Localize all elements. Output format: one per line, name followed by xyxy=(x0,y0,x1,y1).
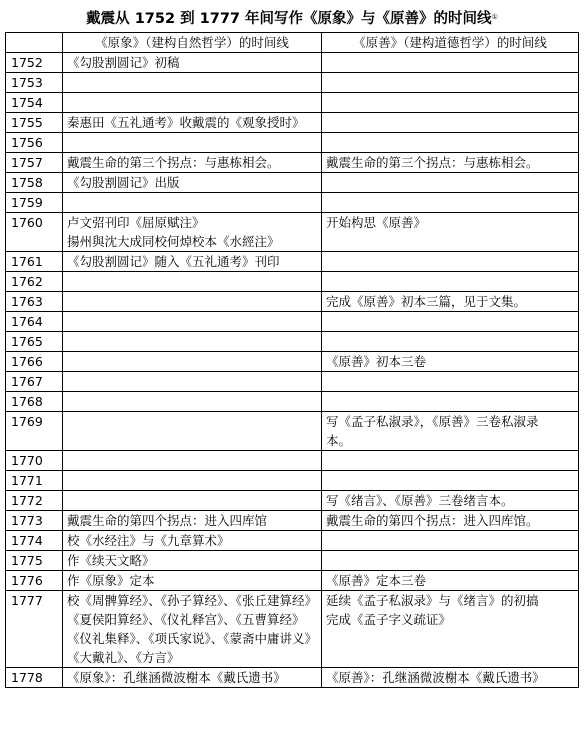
yuanshan-cell xyxy=(322,591,579,668)
yuanshan-cell xyxy=(322,272,579,292)
yuanshan-cell xyxy=(322,153,579,173)
yuanshan-cell xyxy=(322,252,579,272)
year-cell: 1757 xyxy=(6,153,63,173)
yuanxiang-cell xyxy=(63,451,322,471)
table-header-row xyxy=(6,33,579,53)
table-row xyxy=(6,73,579,93)
yuanshan-entry-line: 《原善》：孔继涵微波榭本《戴氏遗书》 xyxy=(326,670,545,685)
yuanshan-entry-line: 戴震生命的第三个拐点：与惠栋相会。 xyxy=(326,155,539,170)
year-cell: 1765 xyxy=(6,332,63,352)
yuanshan-entry-line: 延续《孟子私淑录》与《绪言》的初搞 xyxy=(326,593,539,608)
year-cell: 1755 xyxy=(6,113,63,133)
table-row xyxy=(6,213,579,252)
yuanshan-cell xyxy=(322,73,579,93)
yuanxiang-entry-line: 《勾股割圆记》出版 xyxy=(67,175,180,190)
year-cell: 1758 xyxy=(6,173,63,193)
yuanshan-entry-line: 写《孟子私淑录》，《原善》三卷私淑录 xyxy=(326,414,539,429)
yuanxiang-entry-line: 校《水经注》与《九章算术》 xyxy=(67,533,230,548)
yuanxiang-cell xyxy=(63,133,322,153)
table-row xyxy=(6,511,579,531)
table-row xyxy=(6,53,579,73)
yuanxiang-entry-line: 《仪礼集释》、《项氏家说》、《蒙斋中庸讲义》 xyxy=(67,631,318,646)
yuanxiang-entry-line: 揚州與沈大成同校何焯校本《水經注》 xyxy=(67,234,280,249)
yuanshan-cell xyxy=(322,93,579,113)
yuanshan-cell xyxy=(322,471,579,491)
table-row xyxy=(6,571,579,591)
table-row xyxy=(6,272,579,292)
yuanshan-cell xyxy=(322,668,579,688)
table-row xyxy=(6,133,579,153)
yuanxiang-cell xyxy=(63,173,322,193)
yuanshan-entry-line: 写《绪言》、《原善》三卷绪言本。 xyxy=(326,493,514,508)
yuanxiang-cell xyxy=(63,352,322,372)
table-row xyxy=(6,531,579,551)
year-cell: 1773 xyxy=(6,511,63,531)
yuanxiang-entry-line: 戴震生命的第三个拐点：与惠栋相会。 xyxy=(67,155,280,170)
year-cell: 1764 xyxy=(6,312,63,332)
yuanxiang-cell xyxy=(63,272,322,292)
table-row xyxy=(6,471,579,491)
yuanxiang-entry-line: 戴震生命的第四个拐点：进入四库馆 xyxy=(67,513,268,528)
year-cell: 1772 xyxy=(6,491,63,511)
title-text: 戴震从 1752 到 1777 年间写作《原象》与《原善》的时间线 xyxy=(86,11,492,27)
year-cell: 1752 xyxy=(6,53,63,73)
yuanxiang-entry-line: 《夏侯阳算经》、《仪礼释宫》、《五曹算经》 xyxy=(67,612,305,627)
yuanxiang-entry-line: 秦惠田《五礼通考》收戴震的《观象授时》 xyxy=(67,115,305,130)
table-row xyxy=(6,332,579,352)
yuanxiang-cell xyxy=(63,392,322,412)
yuanxiang-entry-line: 校《周髀算经》、《孙子算经》、《张丘建算经》 xyxy=(67,593,318,608)
yuanshan-cell xyxy=(322,571,579,591)
table-row xyxy=(6,412,579,451)
table-row xyxy=(6,668,579,688)
yuanshan-cell xyxy=(322,491,579,511)
yuanxiang-entry-line: 卢文弨刊印《屈原赋注》 xyxy=(67,215,205,230)
yuanshan-cell xyxy=(322,352,579,372)
yuanxiang-cell xyxy=(63,213,322,252)
year-cell: 1763 xyxy=(6,292,63,312)
yuanxiang-cell xyxy=(63,668,322,688)
yuanshan-cell xyxy=(322,511,579,531)
yuanshan-cell xyxy=(322,372,579,392)
yuanshan-cell xyxy=(322,53,579,73)
header-yuanxiang: 《原象》（建构自然哲学）的时间线 xyxy=(63,33,322,53)
yuanshan-entry-line: 完成《孟子字义疏证》 xyxy=(326,612,452,627)
year-cell: 1753 xyxy=(6,73,63,93)
yuanshan-cell xyxy=(322,332,579,352)
yuanxiang-cell xyxy=(63,113,322,133)
yuanshan-cell xyxy=(322,412,579,451)
table-row xyxy=(6,312,579,332)
yuanxiang-entry-line: 《大戴礼》、《方言》 xyxy=(67,650,180,665)
yuanxiang-entry-line: 《原象》：孔继涵微波榭本《戴氏遗书》 xyxy=(67,670,286,685)
year-cell: 1761 xyxy=(6,252,63,272)
yuanshan-cell xyxy=(322,551,579,571)
yuanshan-entry-line: 戴震生命的第四个拐点：进入四库馆。 xyxy=(326,513,539,528)
yuanxiang-cell xyxy=(63,153,322,173)
yuanshan-cell xyxy=(322,451,579,471)
yuanxiang-cell xyxy=(63,571,322,591)
table-row xyxy=(6,252,579,272)
yuanshan-cell xyxy=(322,213,579,252)
table-row xyxy=(6,551,579,571)
yuanxiang-cell xyxy=(63,551,322,571)
year-cell: 1754 xyxy=(6,93,63,113)
yuanxiang-cell xyxy=(63,93,322,113)
year-cell: 1770 xyxy=(6,451,63,471)
year-cell: 1756 xyxy=(6,133,63,153)
yuanshan-cell xyxy=(322,193,579,213)
yuanshan-entry-line: 《原善》定本三卷 xyxy=(326,573,427,588)
yuanxiang-cell xyxy=(63,73,322,93)
year-cell: 1776 xyxy=(6,571,63,591)
yuanshan-entry-line: 完成《原善》初本三篇，见于文集。 xyxy=(326,294,527,309)
yuanshan-entry-line: 《原善》初本三卷 xyxy=(326,354,427,369)
table-row xyxy=(6,451,579,471)
year-cell: 1766 xyxy=(6,352,63,372)
yuanxiang-cell xyxy=(63,372,322,392)
yuanxiang-cell xyxy=(63,312,322,332)
yuanshan-cell xyxy=(322,392,579,412)
year-cell: 1760 xyxy=(6,213,63,252)
year-cell: 1759 xyxy=(6,193,63,213)
table-row xyxy=(6,193,579,213)
yuanxiang-cell xyxy=(63,292,322,312)
yuanxiang-entry-line: 作《原象》定本 xyxy=(67,573,155,588)
year-cell: 1774 xyxy=(6,531,63,551)
header-year xyxy=(6,33,63,53)
year-cell: 1762 xyxy=(6,272,63,292)
table-row xyxy=(6,491,579,511)
page-title xyxy=(0,10,584,28)
header-yuanshan: 《原善》（建构道德哲学）的时间线 xyxy=(322,33,579,53)
yuanxiang-cell xyxy=(63,491,322,511)
yuanxiang-cell xyxy=(63,53,322,73)
yuanxiang-cell xyxy=(63,531,322,551)
timeline-table xyxy=(5,32,579,688)
yuanxiang-entry-line: 《勾股割圆记》随入《五礼通考》刊印 xyxy=(67,254,280,269)
year-cell: 1771 xyxy=(6,471,63,491)
yuanxiang-cell xyxy=(63,511,322,531)
footnote-mark: ① xyxy=(491,13,498,21)
table-row xyxy=(6,113,579,133)
yuanshan-cell xyxy=(322,173,579,193)
table-row xyxy=(6,392,579,412)
year-cell: 1778 xyxy=(6,668,63,688)
yuanxiang-cell xyxy=(63,412,322,451)
yuanxiang-cell xyxy=(63,591,322,668)
year-cell: 1769 xyxy=(6,412,63,451)
yuanxiang-cell xyxy=(63,252,322,272)
yuanshan-cell xyxy=(322,113,579,133)
yuanshan-entry-line: 本。 xyxy=(326,433,352,448)
table-row xyxy=(6,591,579,668)
year-cell: 1767 xyxy=(6,372,63,392)
table-row xyxy=(6,173,579,193)
yuanxiang-cell xyxy=(63,193,322,213)
table-row xyxy=(6,372,579,392)
table-row xyxy=(6,352,579,372)
yuanxiang-cell xyxy=(63,332,322,352)
year-cell: 1775 xyxy=(6,551,63,571)
yuanshan-cell xyxy=(322,292,579,312)
year-cell: 1768 xyxy=(6,392,63,412)
yuanxiang-cell xyxy=(63,471,322,491)
yuanxiang-entry-line: 《勾股割圆记》初稿 xyxy=(67,55,180,70)
table-row xyxy=(6,93,579,113)
yuanshan-entry-line: 开始构思《原善》 xyxy=(326,215,427,230)
table-row xyxy=(6,153,579,173)
yuanshan-cell xyxy=(322,312,579,332)
table-row xyxy=(6,292,579,312)
year-cell: 1777 xyxy=(6,591,63,668)
yuanshan-cell xyxy=(322,133,579,153)
yuanxiang-entry-line: 作《续天文略》 xyxy=(67,553,155,568)
yuanshan-cell xyxy=(322,531,579,551)
